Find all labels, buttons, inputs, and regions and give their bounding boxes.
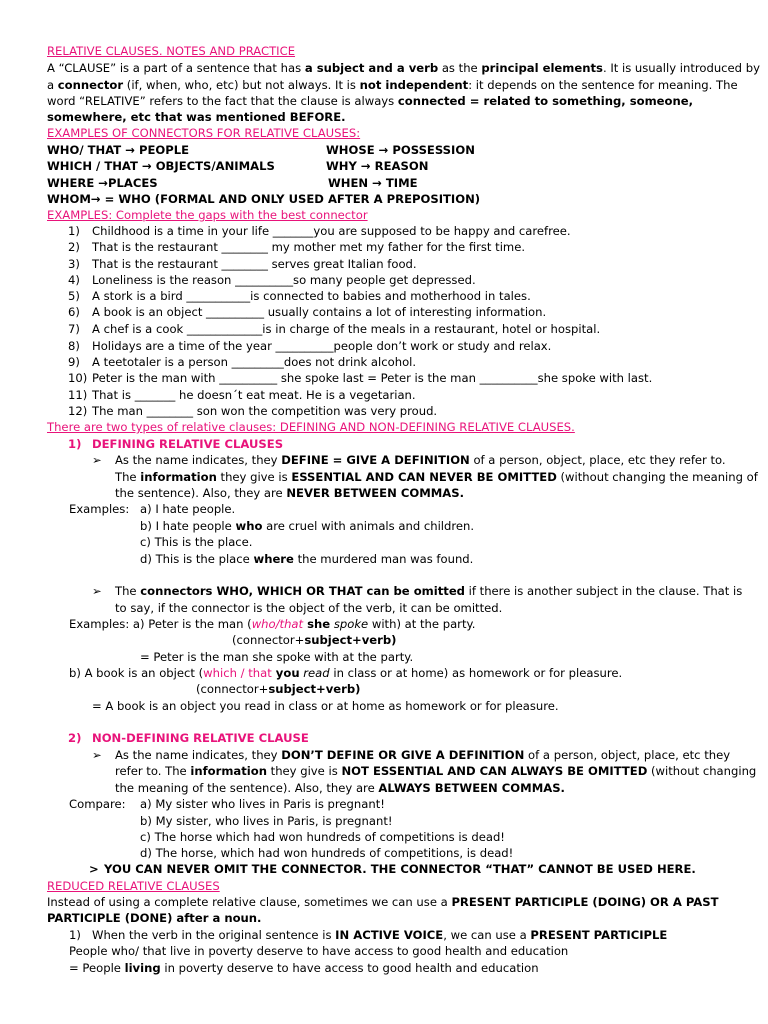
text: (without changing [647, 764, 757, 778]
section-number: 2) [68, 731, 82, 745]
section-title-nondefining: NON-DEFINING RELATIVE CLAUSE [92, 731, 309, 745]
section-number: 1) [68, 437, 82, 451]
example-result: = Peter is the man she spoke with at the party. [140, 650, 414, 664]
text-bold: ALWAYS BETWEEN COMMAS. [378, 781, 565, 795]
connector-where: WHERE →PLACES [47, 176, 158, 190]
exercise-heading: EXAMPLES: Complete the gaps with the best connector [47, 208, 368, 222]
intro-line-2 [47, 77, 738, 93]
list-item: That is _______ he doesn´t eat meat. He is a vegetarian. [92, 388, 416, 402]
text: d) This is the place [140, 552, 254, 566]
text: . It is usually introduced by [602, 61, 760, 75]
defining-text-line-2 [115, 469, 758, 485]
text: if there is another subject in the clause. That is [464, 584, 743, 598]
text: word “RELATIVE” refers to the fact that the clause is always [47, 94, 398, 108]
text-bold: somewhere, etc that was mentioned BEFORE. [47, 110, 346, 124]
text-bold: NOT ESSENTIAL AND CAN ALWAYS BE OMITTED [341, 764, 648, 778]
text: a [47, 78, 58, 92]
text: b) A book is an object ( [69, 666, 204, 680]
text: the sentence). Also, they are [115, 486, 287, 500]
defining-text-line-3 [115, 485, 464, 501]
example-line: c) This is the place. [140, 535, 253, 549]
text-bold: a subject and a verb [304, 61, 439, 75]
list-item-number: 7) [68, 322, 80, 336]
list-item-number: 8) [68, 339, 80, 353]
text: refer to. The [115, 764, 191, 778]
list-item: Loneliness is the reason __________so many people get depressed. [92, 273, 476, 287]
connector-highlight: which / that [203, 666, 272, 680]
nondefining-text-line-1 [115, 747, 730, 763]
list-item: A book is an object __________ usually contains a lot of interesting information. [92, 305, 547, 319]
list-item: Peter is the man with __________ she spoke last = Peter is the man __________she spoke with last. [92, 371, 653, 385]
reduced-text-line-2 [47, 910, 261, 926]
list-item: A stork is a bird ___________is connected to babies and motherhood in tales. [92, 289, 531, 303]
example-line [140, 518, 474, 534]
list-item: A teetotaler is a person _________does not drink alcohol. [92, 355, 417, 369]
compare-label: Compare: [69, 797, 126, 811]
list-item: A chef is a cook _____________is in charge of the meals in a restaurant, hotel or hospital. [92, 322, 601, 336]
arrow-bullet-icon: ➢ [92, 453, 102, 467]
example-line: People who/ that live in poverty deserve to have access to good health and education [69, 944, 569, 958]
text-bold: connector [57, 78, 124, 92]
text-bold: PARTICIPLE (DONE) after a noun. [47, 911, 262, 925]
list-item: Holidays are a time of the year __________people don’t work or study and relax. [92, 339, 552, 353]
text-bold: where [253, 552, 294, 566]
example-line [140, 551, 473, 567]
text: they give is [266, 764, 342, 778]
text-bold: subject+verb) [304, 633, 397, 647]
text-bold: information [190, 764, 267, 778]
example-line: a) My sister who lives in Paris is pregnant! [140, 797, 385, 811]
connector-when: WHEN → TIME [328, 176, 418, 190]
text: in poverty deserve to have access to good health and education [160, 961, 539, 975]
example-result: = A book is an object you read in class or at home as homework or for pleasure. [92, 699, 559, 713]
list-item: The man ________ son won the competition was very proud. [92, 404, 438, 418]
text: (connector+ [196, 682, 269, 696]
text: of a person, object, place, etc they refer to. [469, 453, 726, 467]
text-italic: read [299, 666, 330, 680]
example-line [69, 616, 475, 632]
intro-line-3 [47, 93, 693, 109]
text: , we can use a [443, 928, 531, 942]
chevron-right-icon: > [89, 862, 99, 876]
text: The [115, 584, 141, 598]
text: are cruel with animals and children. [262, 519, 475, 533]
list-item-number: 1) [68, 224, 80, 238]
connector-whom: WHOM→ = WHO (FORMAL AND ONLY USED AFTER A PREPOSITION) [47, 192, 481, 206]
text: in class or at home) as homework or for pleasure. [329, 666, 623, 680]
list-item-number: 2) [68, 240, 80, 254]
text-bold: ESSENTIAL AND CAN NEVER BE OMITTED [291, 470, 557, 484]
example-result [69, 960, 539, 976]
text: (connector+ [232, 633, 305, 647]
text-bold: principal elements [481, 61, 603, 75]
list-item-number: 9) [68, 355, 80, 369]
text: (without changing the meaning of [556, 470, 758, 484]
text: with) at the party. [368, 617, 476, 631]
text: the murdered man was found. [293, 552, 474, 566]
connector-note: YOU CAN NEVER OMIT THE CONNECTOR. THE CONNECTOR “THAT” CANNOT BE USED HERE. [104, 862, 696, 876]
text-bold: IN ACTIVE VOICE [335, 928, 444, 942]
list-item-number: 6) [68, 305, 80, 319]
connector-which: WHICH / THAT → OBJECTS/ANIMALS [47, 159, 275, 173]
text: When the verb in the original sentence is [92, 928, 336, 942]
text-italic: spoke [330, 617, 369, 631]
examples-label: Examples: [69, 502, 130, 516]
nondefining-text-line-2 [115, 763, 756, 779]
text-bold: connected = related to something, someone, [397, 94, 694, 108]
list-item-number: 5) [68, 289, 80, 303]
reduced-point-1 [92, 927, 667, 943]
intro-line-1 [47, 60, 760, 76]
list-item-number: 10) [68, 371, 88, 385]
text-bold: connectors WHO, WHICH OR THAT can be omitted [140, 584, 465, 598]
text-bold: PRESENT PARTICIPLE (DOING) OR A PAST [451, 895, 719, 909]
text: (if, when, who, etc) but not always. It is [123, 78, 360, 92]
connector-highlight: who/that [251, 617, 304, 631]
text-bold: you [271, 666, 300, 680]
example-line: a) I hate people. [140, 502, 236, 516]
omission-text-line-1 [115, 583, 742, 599]
nondefining-text-line-3 [115, 780, 565, 796]
text-bold: NEVER BETWEEN COMMAS. [286, 486, 465, 500]
example-line: d) The horse, which had won hundreds of competitions, is dead! [140, 846, 514, 860]
section-title-defining: DEFINING RELATIVE CLAUSES [92, 437, 284, 451]
list-item: That is the restaurant ________ serves great Italian food. [92, 257, 417, 271]
text-bold: who [235, 519, 263, 533]
list-item-number: 11) [68, 388, 88, 402]
text: The [115, 470, 141, 484]
text: of a person, object, place, etc they [524, 748, 731, 762]
page-title: RELATIVE CLAUSES. NOTES AND PRACTICE [47, 44, 296, 58]
text-bold: DEFINE = GIVE A DEFINITION [281, 453, 470, 467]
example-line: c) The horse which had won hundreds of competitions is dead! [140, 830, 505, 844]
text: : it depends on the sentence for meaning. The [468, 78, 738, 92]
example-line: b) My sister, who lives in Paris, is pregnant! [140, 814, 393, 828]
text: As the name indicates, they [115, 748, 282, 762]
structure-note [232, 632, 396, 648]
arrow-bullet-icon: ➢ [92, 748, 102, 762]
text-bold: living [124, 961, 161, 975]
structure-note [196, 681, 360, 697]
text-bold: she [303, 617, 331, 631]
list-item: Childhood is a time in your life _______you are supposed to be happy and carefree. [92, 224, 571, 238]
text: = People [69, 961, 125, 975]
text: Examples: a) Peter is the man ( [69, 617, 252, 631]
connectors-heading: EXAMPLES OF CONNECTORS FOR RELATIVE CLAUSES: [47, 126, 361, 140]
arrow-bullet-icon: ➢ [92, 584, 102, 598]
section-number: 1) [69, 928, 81, 942]
text: As the name indicates, they [115, 453, 282, 467]
connector-whose: WHOSE → POSSESSION [326, 143, 475, 157]
text-bold: subject+verb) [268, 682, 361, 696]
reduced-text-line-1 [47, 894, 719, 910]
connector-who: WHO/ THAT → PEOPLE [47, 143, 190, 157]
text: b) I hate people [140, 519, 236, 533]
text-bold: not independent [359, 78, 469, 92]
list-item-number: 3) [68, 257, 80, 271]
text-bold: DON’T DEFINE OR GIVE A DEFINITION [281, 748, 525, 762]
example-line [69, 665, 622, 681]
text: A “CLAUSE” is a part of a sentence that has [47, 61, 305, 75]
text: the meaning of the sentence). Also, they are [115, 781, 379, 795]
text-bold: PRESENT PARTICIPLE [530, 928, 668, 942]
list-item-number: 4) [68, 273, 80, 287]
connector-why: WHY → REASON [326, 159, 429, 173]
list-item-number: 12) [68, 404, 88, 418]
omission-text-line-2: to say, if the connector is the object of the verb, it can be omitted. [115, 601, 503, 615]
intro-line-4 [47, 109, 346, 125]
types-heading: There are two types of relative clauses: DEFINING AND NON-DEFINING RELATIVE CLAUSES. [47, 420, 575, 434]
text: as the [438, 61, 482, 75]
reduced-heading: REDUCED RELATIVE CLAUSES [47, 879, 220, 893]
text: Instead of using a complete relative clause, sometimes we can use a [47, 895, 452, 909]
text: they give is [216, 470, 292, 484]
list-item: That is the restaurant ________ my mother met my father for the first time. [92, 240, 526, 254]
text-bold: information [140, 470, 217, 484]
defining-text-line-1 [115, 452, 726, 468]
